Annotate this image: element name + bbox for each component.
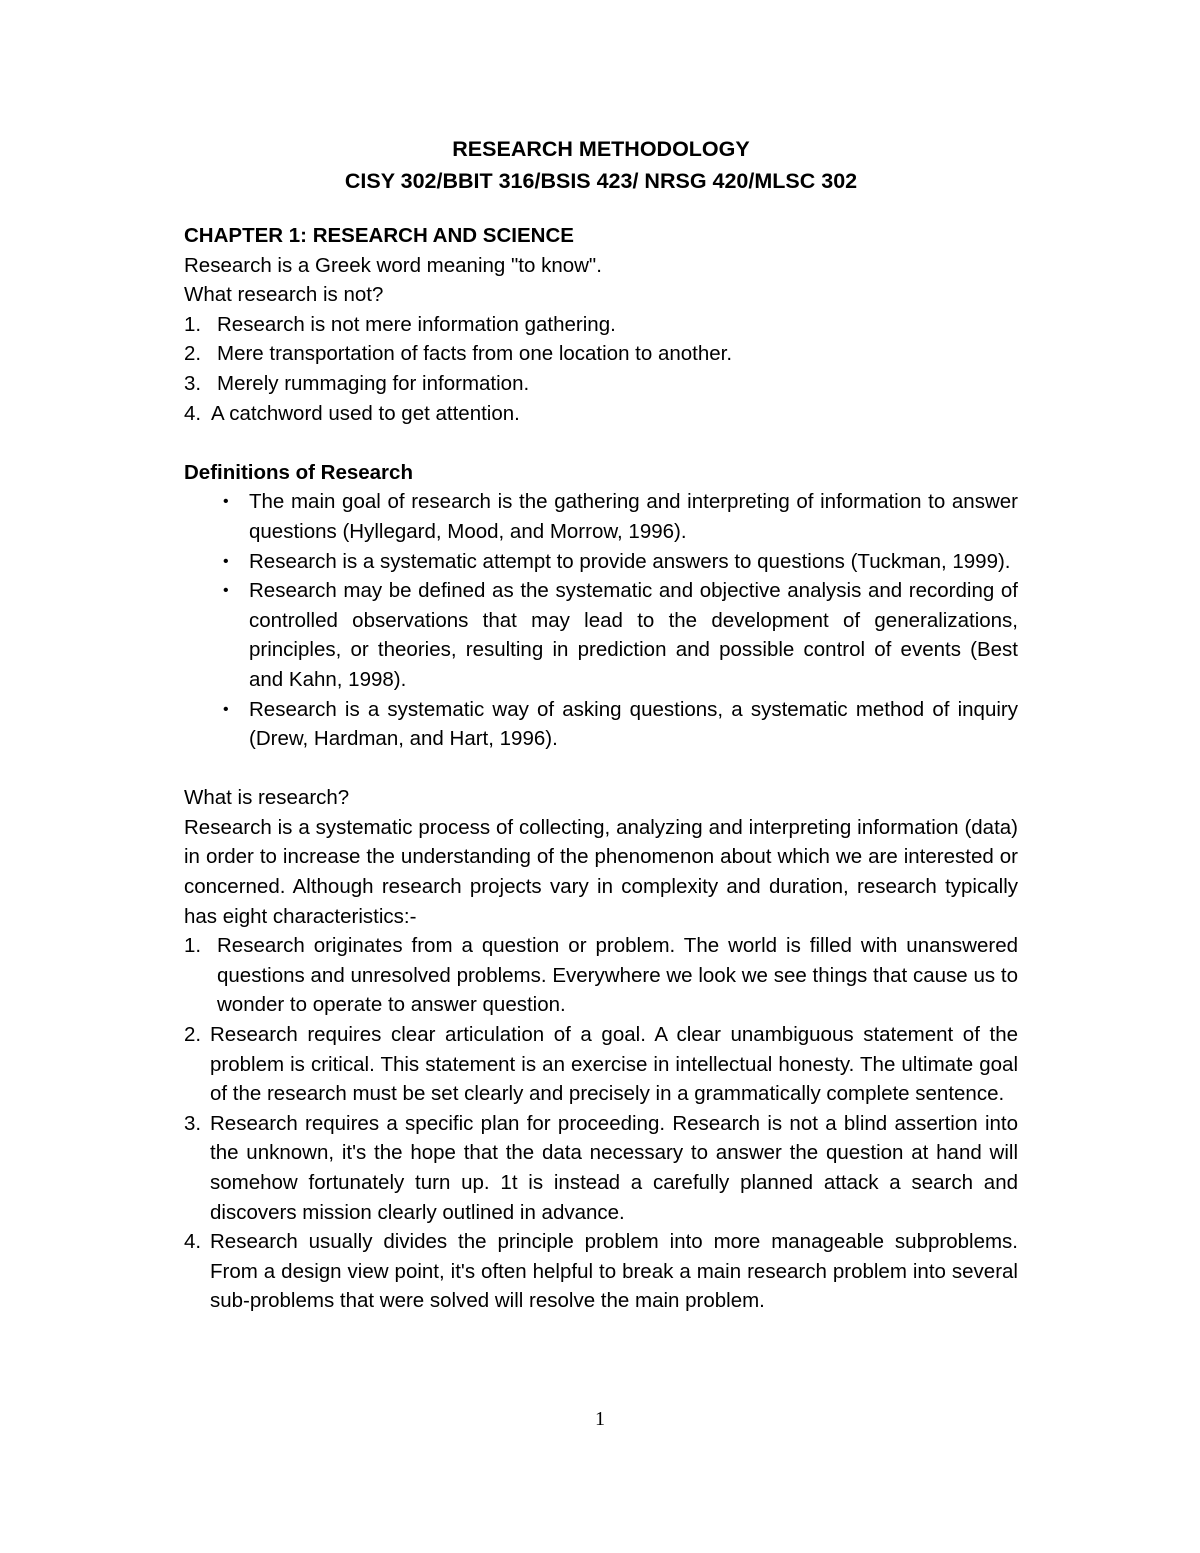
- chapter-heading: CHAPTER 1: RESEARCH AND SCIENCE: [184, 224, 574, 247]
- chapter-intro: Research is a Greek word meaning "to know".: [184, 253, 602, 277]
- list-item: [184, 339, 1018, 369]
- list-number: 4.: [184, 1230, 202, 1254]
- bullet-icon: •: [223, 552, 229, 570]
- list-text: The main goal of research is the gathering and interpreting of information to answer questions (Hyllegard, Mood, and Morrow, 1996).: [249, 490, 1018, 543]
- not-question: What research is not?: [184, 283, 384, 307]
- not-list: [184, 310, 1018, 428]
- bullet-icon: •: [223, 493, 229, 511]
- definitions-heading: Definitions of Research: [184, 460, 413, 484]
- list-item: [184, 1227, 1018, 1316]
- list-text: Research is not mere information gathering.: [217, 312, 616, 336]
- list-number: 3.: [184, 1111, 202, 1135]
- bullet-icon: •: [223, 582, 229, 600]
- list-item: [184, 576, 1018, 694]
- list-item: [184, 399, 1018, 429]
- list-item: [184, 487, 1018, 546]
- list-text: Research requires a specific plan for proceeding. Research is not a blind assertion into the unknown, it's the hope that the data necessary to answer the question at hand will somehow fortunately turn up. 1t is instead a carefully planned attack a search and discovers mission clearly outlined in advance.: [210, 1111, 1018, 1224]
- course-codes: CISY 302/BBIT 316/BSIS 423/ NRSG 420/MLSC 302: [344, 169, 858, 193]
- what-is-paragraph: Research is a systematic process of collecting, analyzing and interpreting information (data) in order to increase the understanding of the phenomenon about which we are interested or concerned. Although research projects vary in complexity and duration, research typically has eight characteristics:-: [184, 815, 1018, 928]
- list-number: 2.: [184, 1023, 202, 1047]
- list-item: [184, 547, 1018, 577]
- list-text: Research may be defined as the systematic and objective analysis and recording of controlled observations that may lead to the development of generalizations, principles, or theories, resulting in prediction and possible control of events (Best and Kahn, 1998).: [249, 579, 1018, 691]
- list-item: [184, 1109, 1018, 1227]
- list-text: Mere transportation of facts from one location to another.: [217, 342, 733, 366]
- bullet-icon: •: [223, 700, 229, 718]
- list-item: [184, 695, 1018, 754]
- list-text: Research is a systematic attempt to provide answers to questions (Tuckman, 1999).: [249, 549, 1011, 573]
- list-text: Merely rummaging for information.: [217, 371, 530, 395]
- list-text: Research is a systematic way of asking questions, a systematic method of inquiry (Drew, Hardman, and Hart, 1996).: [249, 697, 1018, 751]
- list-number: 1.: [184, 312, 202, 336]
- list-text: Research usually divides the principle problem into more manageable subproblems. From a design view point, it's often helpful to break a main research problem into several sub-problems that were solved will resolve the main problem.: [210, 1230, 1018, 1313]
- spacer: [184, 428, 1018, 458]
- list-item: [184, 310, 1018, 340]
- list-item: [184, 369, 1018, 399]
- page-number: 1: [595, 1408, 605, 1430]
- document-title: RESEARCH METHODOLOGY: [452, 137, 750, 161]
- document-page: [184, 130, 1018, 1316]
- list-item: [184, 1020, 1018, 1109]
- definitions-list: [184, 487, 1018, 753]
- list-number: 2.: [184, 342, 202, 366]
- what-is-question: What is research?: [184, 786, 350, 810]
- list-number: 1.: [184, 934, 202, 958]
- characteristics-list: [184, 931, 1018, 1316]
- list-item: [184, 931, 1018, 1020]
- list-text: Research originates from a question or problem. The world is filled with unanswered questions and unresolved problems. Everywhere we look we see things that cause us to wonder to operate to answer question.: [217, 934, 1018, 1017]
- spacer: [184, 754, 1018, 784]
- list-text: A catchword used to get attention.: [211, 401, 520, 425]
- list-number: 4.: [184, 401, 202, 425]
- list-text: Research requires clear articulation of a goal. A clear unambiguous statement of the problem is critical. This statement is an exercise in intellectual honesty. The ultimate goal of the research must be set clearly and precisely in a grammatically complete sentence.: [210, 1023, 1018, 1106]
- list-number: 3.: [184, 371, 202, 395]
